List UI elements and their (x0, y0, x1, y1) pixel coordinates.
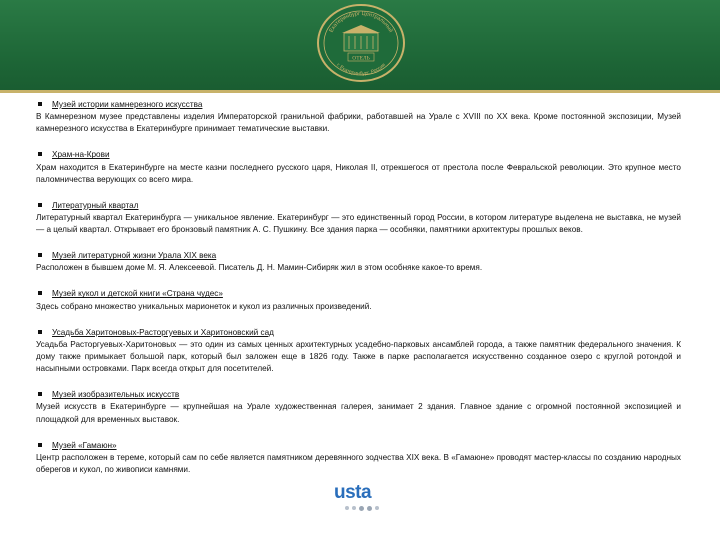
item-text: Центр расположен в тереме, который сам по себе является памятником деревянного зодчества XIX века. В «Гамаюне» проводят мастер-классы по созданию народных оберегов и кукол, по живописи камнями. (36, 452, 681, 475)
list-item (36, 288, 681, 312)
item-text: В Камнерезном музее представлены изделия Императорской гранильной фабрики, работавшей на Урале с XVIII по XX века. Кроме постоянной экспозиции, Музей камнерезного искусства в Екатеринбурге принимает тематические выставки. (36, 112, 681, 134)
item-text: Храм находится в Екатеринбурге на месте казни последнего русского царя, Николая II, отрекшегося от престола после Февральской революции. Это крупное место паломничества верующих со всего мира. (36, 162, 681, 184)
item-title: Литературный квартал (52, 200, 139, 210)
item-title: Музей «Гамаюн» (52, 440, 117, 450)
item-text: Литературный квартал Екатеринбурга — уникальное явление. Екатеринбург — это единственный город России, в котором литературе выделена не выставка, не музей — а целый квартал. Открывает его бронзовый памятник А. С. Пушкину. Все здания парка — особняки, памятники архитектуры прошлых веков. (36, 213, 681, 235)
list-item (36, 99, 681, 136)
bullet-icon (38, 203, 42, 207)
header-divider (0, 90, 720, 93)
bullet-icon (38, 330, 42, 334)
bullet-icon (38, 152, 42, 156)
item-title: Музей изобразительных искусств (52, 390, 180, 400)
list-item (36, 200, 681, 237)
list-item (36, 327, 681, 376)
usta-logo (333, 482, 389, 518)
bullet-icon (38, 392, 42, 396)
item-text: Усадьба Расторгуевых-Харитоновых — это один из самых ценных архитектурных усадебно-парковых ансамблей города, а также памятник федерального значения. К дому также примыкает большой парк, который был заложен еще в 1826 году. Также в парке располагается искусственно созданное озеро с круглой ротондой и насыпными островками. Парк всегда открыт для посетителей. (36, 339, 681, 374)
list-item (36, 149, 681, 186)
list-item (36, 440, 681, 477)
item-title: Усадьба Харитоновых-Расторгуевых и Харитоновский сад (52, 327, 274, 337)
item-title: Музей кукол и детской книги «Страна чудес» (52, 289, 223, 299)
bullet-icon (38, 102, 42, 106)
hotel-logo (316, 3, 406, 83)
item-text: Музей искусств в Екатеринбурге — крупнейшая на Урале художественная галерея, занимает 2 здания. Главное здание с огромной постоянной экспозицией и площадкой для временных выставок. (36, 402, 681, 424)
attractions-list (36, 99, 681, 490)
logo-top-text: Екатеринбург Центральный (328, 10, 394, 34)
bullet-icon (38, 291, 42, 295)
item-title: Музей истории камнерезного искусства (52, 100, 203, 109)
logo-dots-icon (345, 506, 379, 511)
list-item (36, 250, 681, 274)
item-text: Расположен в бывшем доме М. Я. Алексеевой. Писатель Д. Н. Мамин-Сибиряк жил в этом особняке какое-то время. (36, 263, 483, 273)
list-item (36, 389, 681, 426)
item-title: Храм-на-Крови (52, 150, 110, 160)
bullet-icon (38, 443, 42, 447)
item-text: Здесь собрано множество уникальных марионеток и кукол из различных произведений. (36, 301, 372, 311)
logo-bottom-text: г. Екатеринбург, Россия (335, 62, 387, 78)
bullet-icon (38, 253, 42, 257)
usta-logo-text: usta (334, 482, 372, 503)
item-title: Музей литературной жизни Урала XIX века (52, 251, 217, 261)
logo-center-text: ОТЕЛЬ (352, 55, 370, 62)
